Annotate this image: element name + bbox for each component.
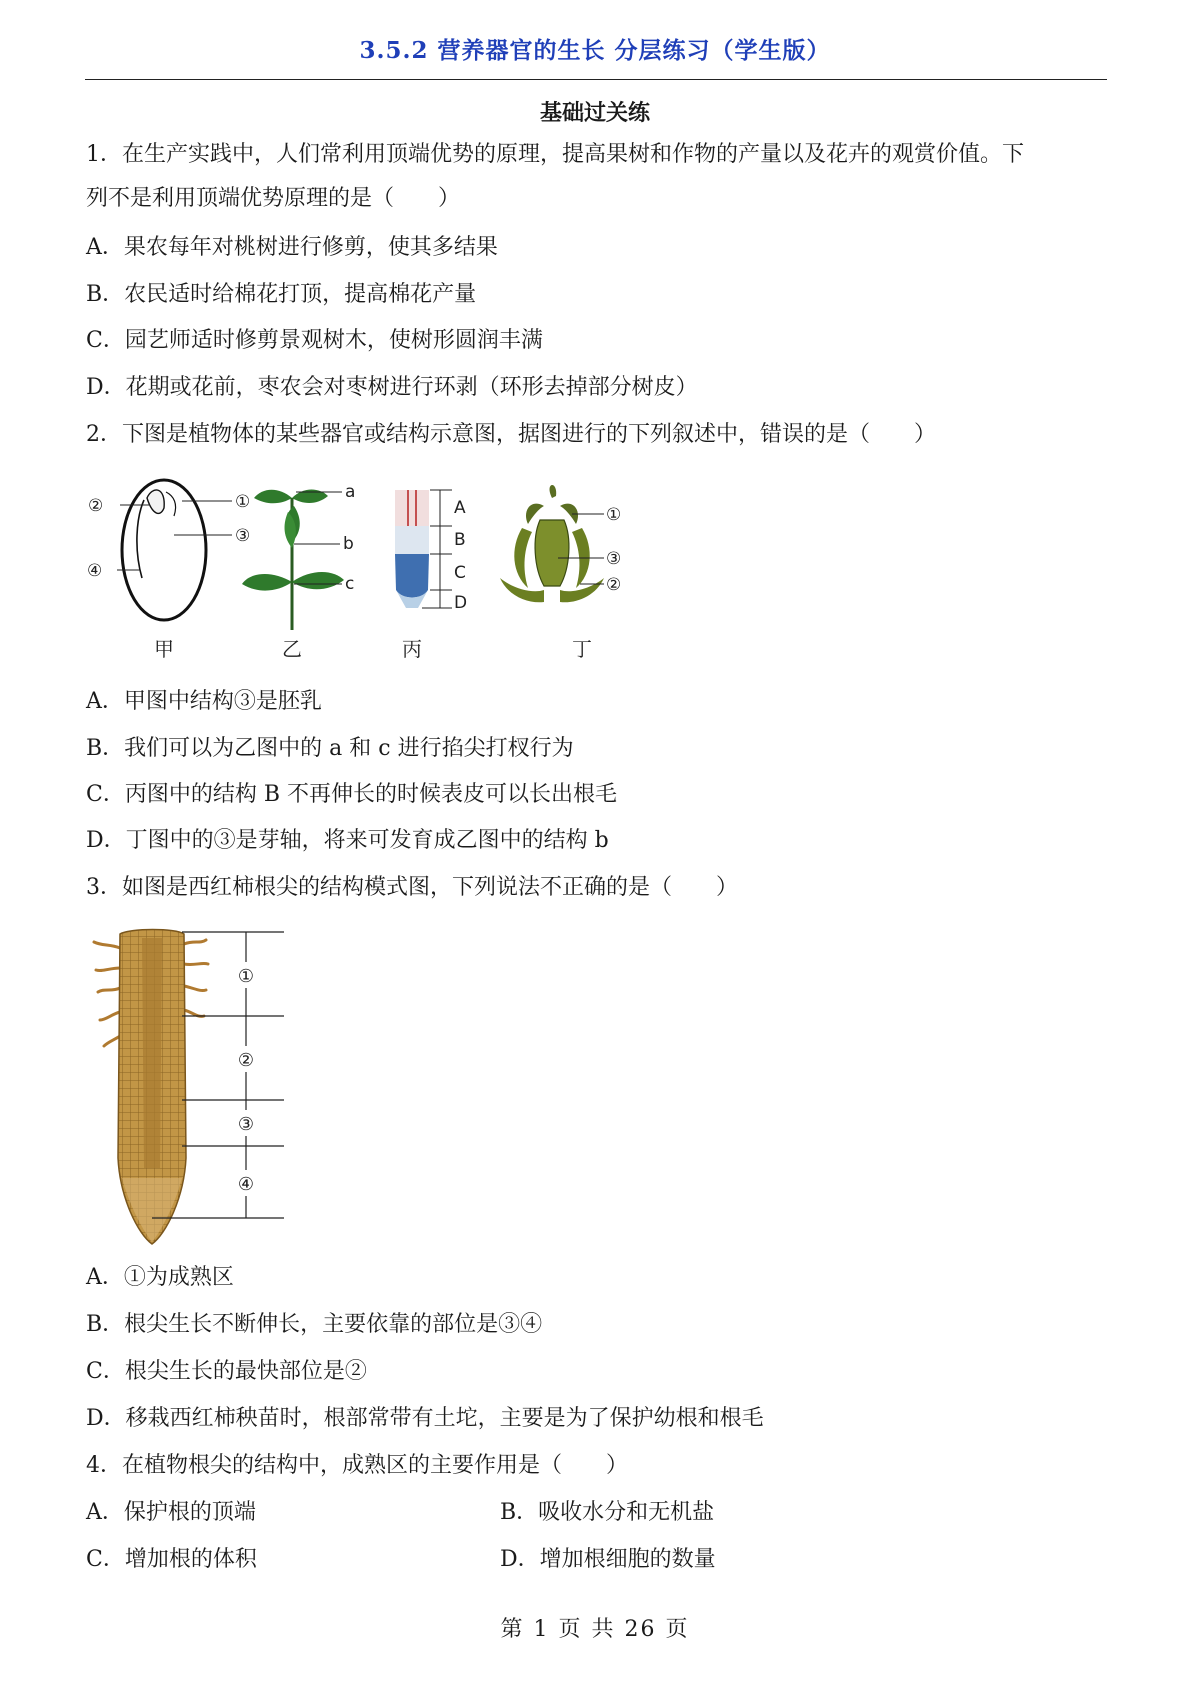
- caption-jia: 甲: [154, 637, 174, 661]
- yi-label-b: b: [343, 534, 354, 554]
- question-2-option-a: A．甲图中结构③是胚乳: [86, 689, 322, 714]
- question-1-option-d: D．花期或花前，枣农会对枣树进行环剥（环形去掉部分树皮）: [86, 375, 698, 400]
- ding-label-1: ①: [606, 505, 622, 525]
- jia-label-1: ①: [235, 492, 251, 512]
- question-2-option-b: B．我们可以为乙图中的 a 和 c 进行掐尖打杈行为: [86, 736, 574, 761]
- ding-label-2: ②: [606, 575, 622, 595]
- bing-label-D: D: [454, 593, 468, 613]
- root-tip-diagram-bing: [395, 490, 467, 613]
- question-2-figure: [82, 478, 682, 668]
- document-title: 3.5.2 营养器官的生长 分层练习（学生版）: [359, 37, 831, 64]
- question-4-option-a: A．保护根的顶端: [86, 1500, 256, 1525]
- root-label-4: ④: [237, 1174, 255, 1195]
- section-title: 基础过关练: [539, 100, 650, 126]
- question-2-stem: 2．下图是植物体的某些器官或结构示意图，据图进行的下列叙述中，错误的是（ ）: [86, 422, 936, 447]
- question-1-option-b: B．农民适时给棉花打顶，提高棉花产量: [86, 282, 477, 307]
- caption-yi: 乙: [282, 637, 302, 661]
- question-3-root-tip-figure: [90, 928, 300, 1246]
- bud-diagram-ding: [500, 485, 621, 602]
- caption-ding: 丁: [572, 637, 592, 661]
- question-4-option-c: C．增加根的体积: [86, 1547, 257, 1572]
- root-label-1: ①: [237, 966, 255, 987]
- root-label-2: ②: [237, 1050, 255, 1071]
- question-3-option-b: B．根尖生长不断伸长，主要依靠的部位是③④: [86, 1312, 543, 1337]
- question-1-option-c: C．园艺师适时修剪景观树木，使树形圆润丰满: [86, 328, 543, 353]
- jia-label-2: ②: [88, 496, 104, 516]
- bing-label-B: B: [454, 530, 466, 550]
- bing-label-A: A: [454, 498, 466, 518]
- header-rule: [85, 79, 1107, 80]
- question-1-stem-line-2: 列不是利用顶端优势原理的是（ ）: [86, 186, 461, 211]
- caption-bing: 丙: [402, 637, 422, 661]
- yi-label-c: c: [345, 574, 355, 594]
- question-4-stem: 4．在植物根尖的结构中，成熟区的主要作用是（ ）: [86, 1453, 628, 1478]
- question-3-option-a: A．①为成熟区: [86, 1265, 234, 1290]
- jia-label-3: ③: [235, 526, 251, 546]
- seed-diagram-jia: [87, 480, 250, 620]
- question-3-stem: 3．如图是西红柿根尖的结构模式图，下列说法不正确的是（ ）: [86, 875, 738, 900]
- question-1-stem-line-1: 1．在生产实践中，人们常利用顶端优势的原理，提高果树和作物的产量以及花卉的观赏价值。下: [86, 142, 1025, 167]
- bing-label-C: C: [454, 563, 466, 583]
- question-4-option-b: B．吸收水分和无机盐: [500, 1500, 715, 1525]
- question-2-option-d: D．丁图中的③是芽轴，将来可发育成乙图中的结构 b: [86, 828, 609, 853]
- question-1-option-a: A．果农每年对桃树进行修剪，使其多结果: [86, 235, 498, 260]
- page-number-footer: 第 1 页 共 26 页: [500, 1617, 690, 1642]
- yi-label-a: a: [345, 482, 356, 502]
- ding-label-3: ③: [606, 549, 622, 569]
- root-label-3: ③: [237, 1114, 255, 1135]
- question-3-option-d: D．移栽西红柿秧苗时，根部常带有土坨，主要是为了保护幼根和根毛: [86, 1406, 764, 1431]
- jia-label-4: ④: [87, 561, 103, 581]
- question-2-option-c: C．丙图中的结构 B 不再伸长的时候表皮可以长出根毛: [86, 782, 617, 807]
- shoot-diagram-yi: [242, 482, 355, 630]
- question-3-option-c: C．根尖生长的最快部位是②: [86, 1359, 367, 1384]
- question-4-option-d: D．增加根细胞的数量: [500, 1547, 716, 1572]
